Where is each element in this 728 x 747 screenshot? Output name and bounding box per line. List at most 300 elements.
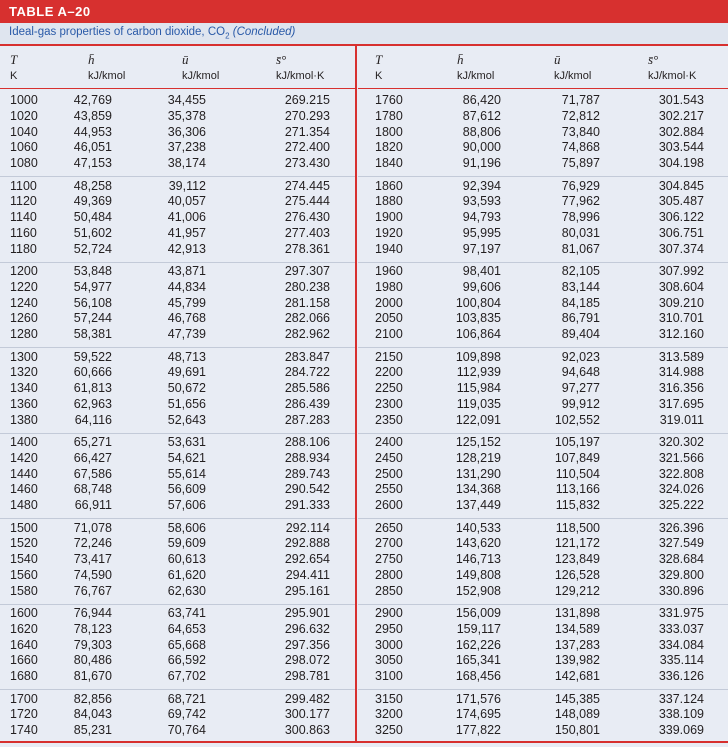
cell-temperature: 1580 [10, 583, 38, 598]
table-caption [9, 26, 295, 40]
table-row [358, 264, 728, 280]
row-group [0, 93, 356, 177]
cell-entropy: 307.992 [658, 264, 704, 278]
table-row [0, 210, 356, 226]
right-table-header [358, 46, 728, 89]
cell-internal-energy: 64,653 [167, 621, 206, 636]
bottom-rule [0, 741, 728, 743]
table-row [358, 692, 728, 708]
cell-entropy: 327.549 [658, 536, 704, 551]
cell-temperature: 3250 [375, 723, 403, 738]
table-row [0, 638, 356, 654]
cell-temperature: 1800 [375, 124, 403, 139]
cell-entropy: 338.109 [658, 707, 704, 722]
cell-enthalpy: 82,856 [73, 691, 112, 706]
cell-enthalpy: 152,908 [455, 583, 501, 598]
table-row [358, 584, 728, 600]
cell-internal-energy: 148,089 [554, 707, 600, 722]
row-group [358, 692, 728, 744]
header-unit-internal-energy: kJ/kmol [182, 70, 220, 82]
cell-temperature: 1060 [10, 140, 38, 155]
cell-entropy: 324.026 [658, 482, 704, 497]
cell-internal-energy: 66,592 [167, 653, 206, 668]
row-group [358, 606, 728, 690]
cell-internal-energy: 41,006 [167, 210, 206, 225]
cell-internal-energy: 99,912 [561, 396, 600, 411]
cell-enthalpy: 81,670 [73, 669, 112, 684]
cell-internal-energy: 73,840 [561, 124, 600, 139]
cell-entropy: 301.543 [658, 93, 704, 107]
cell-temperature: 1340 [10, 381, 38, 396]
table-row [0, 451, 356, 467]
table-row [358, 723, 728, 739]
cell-enthalpy: 99,606 [462, 279, 501, 294]
caption-bar [0, 23, 728, 46]
cell-entropy: 296.632 [284, 621, 330, 636]
cell-entropy: 276.430 [284, 210, 330, 225]
cell-temperature: 2350 [375, 412, 403, 427]
cell-temperature: 1840 [375, 156, 403, 171]
table-row [0, 536, 356, 552]
header-symbol-internal-energy: ū [182, 52, 189, 67]
cell-entropy: 287.283 [284, 412, 330, 427]
cell-enthalpy: 162,226 [455, 637, 501, 652]
header-symbol-enthalpy: h̄ [88, 52, 95, 67]
cell-temperature: 1740 [10, 723, 38, 738]
table-row [358, 467, 728, 483]
table-banner [0, 0, 728, 23]
cell-enthalpy: 131,290 [455, 466, 501, 481]
table-row [358, 210, 728, 226]
cell-entropy: 283.847 [284, 349, 330, 364]
cell-internal-energy: 55,614 [167, 466, 206, 481]
header-unit-internal-energy: kJ/kmol [554, 70, 592, 82]
cell-entropy: 285.586 [284, 381, 330, 396]
cell-internal-energy: 69,742 [167, 707, 206, 722]
cell-internal-energy: 139,982 [554, 653, 600, 668]
table-row [358, 242, 728, 258]
cell-entropy: 307.374 [658, 241, 704, 256]
cell-internal-energy: 67,702 [167, 669, 206, 684]
cell-entropy: 329.800 [658, 567, 704, 582]
cell-temperature: 1040 [10, 124, 38, 139]
table-row [358, 622, 728, 638]
row-group [358, 435, 728, 519]
cell-entropy: 300.177 [284, 707, 330, 722]
cell-entropy: 269.215 [284, 93, 330, 107]
row-group [358, 179, 728, 263]
cell-entropy: 306.751 [658, 225, 704, 240]
cell-entropy: 299.482 [284, 691, 330, 706]
cell-internal-energy: 53,631 [167, 435, 206, 449]
cell-enthalpy: 159,117 [456, 621, 501, 636]
cell-entropy: 314.988 [658, 365, 704, 380]
cell-internal-energy: 40,057 [167, 194, 206, 209]
cell-temperature: 1700 [10, 691, 38, 706]
table-row [0, 707, 356, 723]
table-row [0, 226, 356, 242]
cell-internal-energy: 43,871 [167, 264, 206, 278]
cell-entropy: 277.403 [284, 225, 330, 240]
table-row [0, 296, 356, 312]
table-row [358, 482, 728, 498]
cell-internal-energy: 94,648 [561, 365, 600, 380]
cell-entropy: 302.884 [658, 124, 704, 139]
cell-internal-energy: 105,197 [554, 435, 600, 449]
cell-entropy: 334.084 [658, 637, 704, 652]
cell-entropy: 337.124 [658, 691, 704, 706]
cell-internal-energy: 123,849 [554, 552, 600, 567]
cell-enthalpy: 88,806 [462, 124, 501, 139]
table-row [358, 93, 728, 109]
cell-temperature: 1680 [10, 669, 38, 684]
cell-enthalpy: 72,246 [73, 536, 112, 551]
cell-enthalpy: 106,864 [455, 327, 501, 342]
cell-entropy: 294.411 [285, 567, 330, 582]
cell-enthalpy: 174,695 [455, 707, 501, 722]
cell-enthalpy: 51,602 [73, 225, 112, 240]
cell-internal-energy: 47,739 [167, 327, 206, 342]
cell-internal-energy: 107,849 [554, 450, 600, 465]
cell-temperature: 1440 [10, 466, 38, 481]
cell-enthalpy: 68,748 [73, 482, 112, 497]
cell-temperature: 1540 [10, 552, 38, 567]
table-row [358, 498, 728, 514]
cell-internal-energy: 145,385 [554, 691, 600, 706]
cell-entropy: 298.072 [284, 653, 330, 668]
table-label: TABLE A–20 [9, 4, 91, 19]
cell-internal-energy: 89,404 [561, 327, 600, 342]
header-unit-temperature: K [10, 70, 18, 82]
cell-internal-energy: 39,112 [168, 178, 206, 193]
table-row [0, 584, 356, 600]
cell-temperature: 2000 [375, 295, 403, 310]
cell-temperature: 2650 [375, 520, 403, 535]
cell-internal-energy: 65,668 [167, 637, 206, 652]
cell-entropy: 295.901 [284, 606, 330, 620]
cell-entropy: 270.293 [284, 108, 330, 123]
cell-temperature: 2550 [375, 482, 403, 497]
cell-internal-energy: 72,812 [561, 108, 600, 123]
cell-temperature: 2250 [375, 381, 403, 396]
cell-temperature: 1260 [10, 311, 38, 326]
header-unit-enthalpy: kJ/kmol [88, 70, 126, 82]
table-row [358, 638, 728, 654]
cell-enthalpy: 47,153 [73, 156, 112, 171]
cell-temperature: 1380 [10, 412, 38, 427]
row-group [358, 264, 728, 348]
cell-temperature: 1500 [10, 520, 38, 535]
cell-temperature: 1480 [10, 498, 38, 513]
cell-temperature: 1820 [375, 140, 403, 155]
table-row [0, 194, 356, 210]
cell-enthalpy: 91,196 [462, 156, 501, 171]
table-row [0, 381, 356, 397]
cell-internal-energy: 81,067 [561, 241, 600, 256]
cell-entropy: 330.896 [658, 583, 704, 598]
cell-enthalpy: 42,769 [73, 93, 112, 107]
cell-temperature: 2500 [375, 466, 403, 481]
cell-temperature: 1280 [10, 327, 38, 342]
table-row [0, 179, 356, 195]
table-row [0, 280, 356, 296]
cell-entropy: 303.544 [658, 140, 704, 155]
cell-temperature: 1660 [10, 653, 38, 668]
cell-temperature: 1300 [10, 349, 38, 364]
cell-temperature: 1000 [10, 93, 38, 107]
cell-entropy: 288.934 [284, 450, 330, 465]
cell-internal-energy: 78,996 [561, 210, 600, 225]
header-unit-entropy: kJ/kmol·K [648, 70, 697, 82]
cell-internal-energy: 134,589 [554, 621, 600, 636]
cell-entropy: 274.445 [284, 178, 330, 193]
cell-entropy: 313.589 [658, 349, 704, 364]
cell-entropy: 288.106 [284, 435, 330, 449]
table-row [358, 296, 728, 312]
header-unit-enthalpy: kJ/kmol [457, 70, 495, 82]
header-unit-entropy: kJ/kmol·K [276, 70, 325, 82]
cell-entropy: 292.654 [284, 552, 330, 567]
cell-temperature: 1320 [10, 365, 38, 380]
cell-internal-energy: 41,957 [167, 225, 206, 240]
table-row [358, 327, 728, 343]
cell-entropy: 272.400 [284, 140, 330, 155]
cell-enthalpy: 94,793 [462, 210, 501, 225]
table-row [0, 93, 356, 109]
cell-entropy: 302.217 [658, 108, 704, 123]
table-row [0, 467, 356, 483]
cell-enthalpy: 56,108 [73, 295, 112, 310]
cell-enthalpy: 43,859 [73, 108, 112, 123]
table-row [358, 350, 728, 366]
header-symbol-temperature: T [10, 52, 18, 67]
row-group [0, 435, 356, 519]
cell-enthalpy: 165,341 [455, 653, 501, 668]
cell-internal-energy: 38,174 [167, 156, 206, 171]
table-row [0, 413, 356, 429]
data-table [0, 46, 728, 747]
cell-entropy: 304.198 [658, 156, 704, 171]
cell-temperature: 1460 [10, 482, 38, 497]
cell-enthalpy: 119,035 [456, 396, 501, 411]
cell-entropy: 305.487 [658, 194, 704, 209]
cell-enthalpy: 46,051 [73, 140, 112, 155]
row-group [0, 606, 356, 690]
column-divider [355, 46, 357, 741]
cell-entropy: 325.222 [658, 498, 704, 513]
caption-subscript: 2 [225, 31, 230, 41]
table-row [0, 606, 356, 622]
cell-enthalpy: 65,271 [73, 435, 112, 449]
cell-entropy: 282.066 [284, 311, 330, 326]
cell-enthalpy: 85,231 [73, 723, 112, 738]
cell-internal-energy: 68,721 [167, 691, 206, 706]
cell-internal-energy: 59,609 [167, 536, 206, 551]
cell-temperature: 1120 [10, 194, 37, 209]
cell-temperature: 2900 [375, 606, 403, 620]
cell-internal-energy: 70,764 [167, 723, 206, 738]
header-symbol-enthalpy: h̄ [457, 52, 464, 67]
cell-entropy: 309.210 [658, 295, 704, 310]
cell-temperature: 1140 [10, 210, 37, 225]
cell-temperature: 2150 [375, 349, 403, 364]
cell-enthalpy: 71,078 [73, 520, 112, 535]
table-row [358, 179, 728, 195]
cell-enthalpy: 66,427 [73, 450, 112, 465]
row-group [0, 692, 356, 744]
cell-enthalpy: 156,009 [455, 606, 501, 620]
left-table-header [0, 46, 356, 89]
cell-temperature: 1940 [375, 241, 403, 256]
cell-internal-energy: 131,898 [554, 606, 600, 620]
table-row [358, 311, 728, 327]
cell-internal-energy: 129,212 [554, 583, 600, 598]
cell-internal-energy: 82,105 [561, 264, 600, 278]
cell-enthalpy: 112,939 [456, 365, 501, 380]
cell-temperature: 1920 [375, 225, 403, 240]
cell-entropy: 321.566 [658, 450, 704, 465]
cell-temperature: 1760 [375, 93, 403, 107]
cell-entropy: 280.238 [284, 279, 330, 294]
cell-internal-energy: 35,378 [167, 108, 206, 123]
cell-internal-energy: 118,500 [555, 520, 600, 535]
cell-temperature: 2800 [375, 567, 403, 582]
cell-internal-energy: 113,166 [555, 482, 600, 497]
cell-internal-energy: 52,643 [167, 412, 206, 427]
table-row [358, 451, 728, 467]
cell-internal-energy: 115,832 [555, 498, 600, 513]
cell-internal-energy: 142,681 [554, 669, 600, 684]
cell-temperature: 2050 [375, 311, 403, 326]
cell-internal-energy: 92,023 [561, 349, 600, 364]
cell-enthalpy: 84,043 [73, 707, 112, 722]
cell-entropy: 290.542 [284, 482, 330, 497]
cell-enthalpy: 50,484 [73, 210, 112, 225]
table-row [0, 350, 356, 366]
cell-enthalpy: 48,258 [73, 178, 112, 193]
cell-enthalpy: 74,590 [73, 567, 112, 582]
table-row [358, 707, 728, 723]
cell-enthalpy: 52,724 [73, 241, 112, 256]
table-row [358, 568, 728, 584]
table-row [358, 536, 728, 552]
cell-entropy: 298.781 [284, 669, 330, 684]
table-row [358, 552, 728, 568]
cell-entropy: 310.701 [658, 311, 704, 326]
cell-internal-energy: 46,768 [167, 311, 206, 326]
cell-enthalpy: 137,449 [455, 498, 501, 513]
cell-temperature: 1360 [10, 396, 38, 411]
cell-enthalpy: 87,612 [462, 108, 501, 123]
cell-entropy: 339.069 [658, 723, 704, 738]
cell-entropy: 286.439 [284, 396, 330, 411]
table-row [0, 723, 356, 739]
row-group [358, 350, 728, 434]
table-row [358, 226, 728, 242]
cell-enthalpy: 61,813 [73, 381, 112, 396]
cell-internal-energy: 102,552 [554, 412, 600, 427]
cell-entropy: 297.356 [284, 637, 330, 652]
cell-entropy: 333.037 [658, 621, 704, 636]
cell-entropy: 291.333 [284, 498, 330, 513]
table-row [0, 692, 356, 708]
cell-internal-energy: 58,606 [167, 520, 206, 535]
cell-entropy: 322.808 [658, 466, 704, 481]
caption-prefix: Ideal-gas properties of carbon dioxide, CO [9, 26, 226, 38]
table-row [358, 194, 728, 210]
cell-enthalpy: 49,369 [73, 194, 112, 209]
cell-entropy: 292.114 [285, 520, 330, 535]
table-left-half [0, 46, 356, 747]
table-row [0, 156, 356, 172]
cell-enthalpy: 177,822 [455, 723, 501, 738]
cell-temperature: 1020 [10, 108, 38, 123]
header-unit-temperature: K [375, 70, 383, 82]
cell-enthalpy: 92,394 [462, 178, 501, 193]
cell-entropy: 275.444 [284, 194, 330, 209]
cell-internal-energy: 45,799 [167, 295, 206, 310]
cell-entropy: 289.743 [284, 466, 330, 481]
cell-entropy: 295.161 [284, 583, 330, 598]
cell-temperature: 1520 [10, 536, 38, 551]
cell-enthalpy: 86,420 [462, 93, 501, 107]
table-row [358, 140, 728, 156]
cell-temperature: 1900 [375, 210, 403, 225]
cell-temperature: 1240 [10, 295, 38, 310]
cell-entropy: 304.845 [658, 178, 704, 193]
table-row [0, 242, 356, 258]
cell-enthalpy: 122,091 [455, 412, 501, 427]
row-group [0, 264, 356, 348]
cell-temperature: 3050 [375, 653, 403, 668]
cell-enthalpy: 90,000 [462, 140, 501, 155]
cell-internal-energy: 77,962 [561, 194, 600, 209]
cell-internal-energy: 110,504 [555, 466, 600, 481]
cell-temperature: 3150 [375, 691, 403, 706]
table-row [0, 669, 356, 685]
row-group [0, 521, 356, 605]
cell-internal-energy: 83,144 [561, 279, 600, 294]
cell-internal-energy: 44,834 [167, 279, 206, 294]
cell-temperature: 1640 [10, 637, 38, 652]
header-symbol-entropy: s̄° [648, 52, 659, 67]
cell-temperature: 2400 [375, 435, 403, 449]
table-row [0, 653, 356, 669]
cell-internal-energy: 60,613 [167, 552, 206, 567]
table-row [0, 264, 356, 280]
table-row [358, 413, 728, 429]
cell-enthalpy: 128,219 [455, 450, 501, 465]
cell-temperature: 3000 [375, 637, 403, 652]
table-row [0, 498, 356, 514]
cell-internal-energy: 121,172 [554, 536, 600, 551]
cell-internal-energy: 137,283 [554, 637, 600, 652]
table-row [0, 552, 356, 568]
cell-internal-energy: 150,801 [554, 723, 600, 738]
table-row [0, 125, 356, 141]
cell-temperature: 1780 [375, 108, 403, 123]
table-row [358, 653, 728, 669]
cell-enthalpy: 171,576 [455, 691, 501, 706]
cell-enthalpy: 109,898 [455, 349, 501, 364]
cell-entropy: 328.684 [658, 552, 704, 567]
cell-entropy: 281.158 [284, 295, 330, 310]
cell-temperature: 2450 [375, 450, 403, 465]
cell-internal-energy: 126,528 [554, 567, 600, 582]
cell-enthalpy: 100,804 [455, 295, 501, 310]
cell-entropy: 273.430 [284, 156, 330, 171]
cell-internal-energy: 86,791 [561, 311, 600, 326]
